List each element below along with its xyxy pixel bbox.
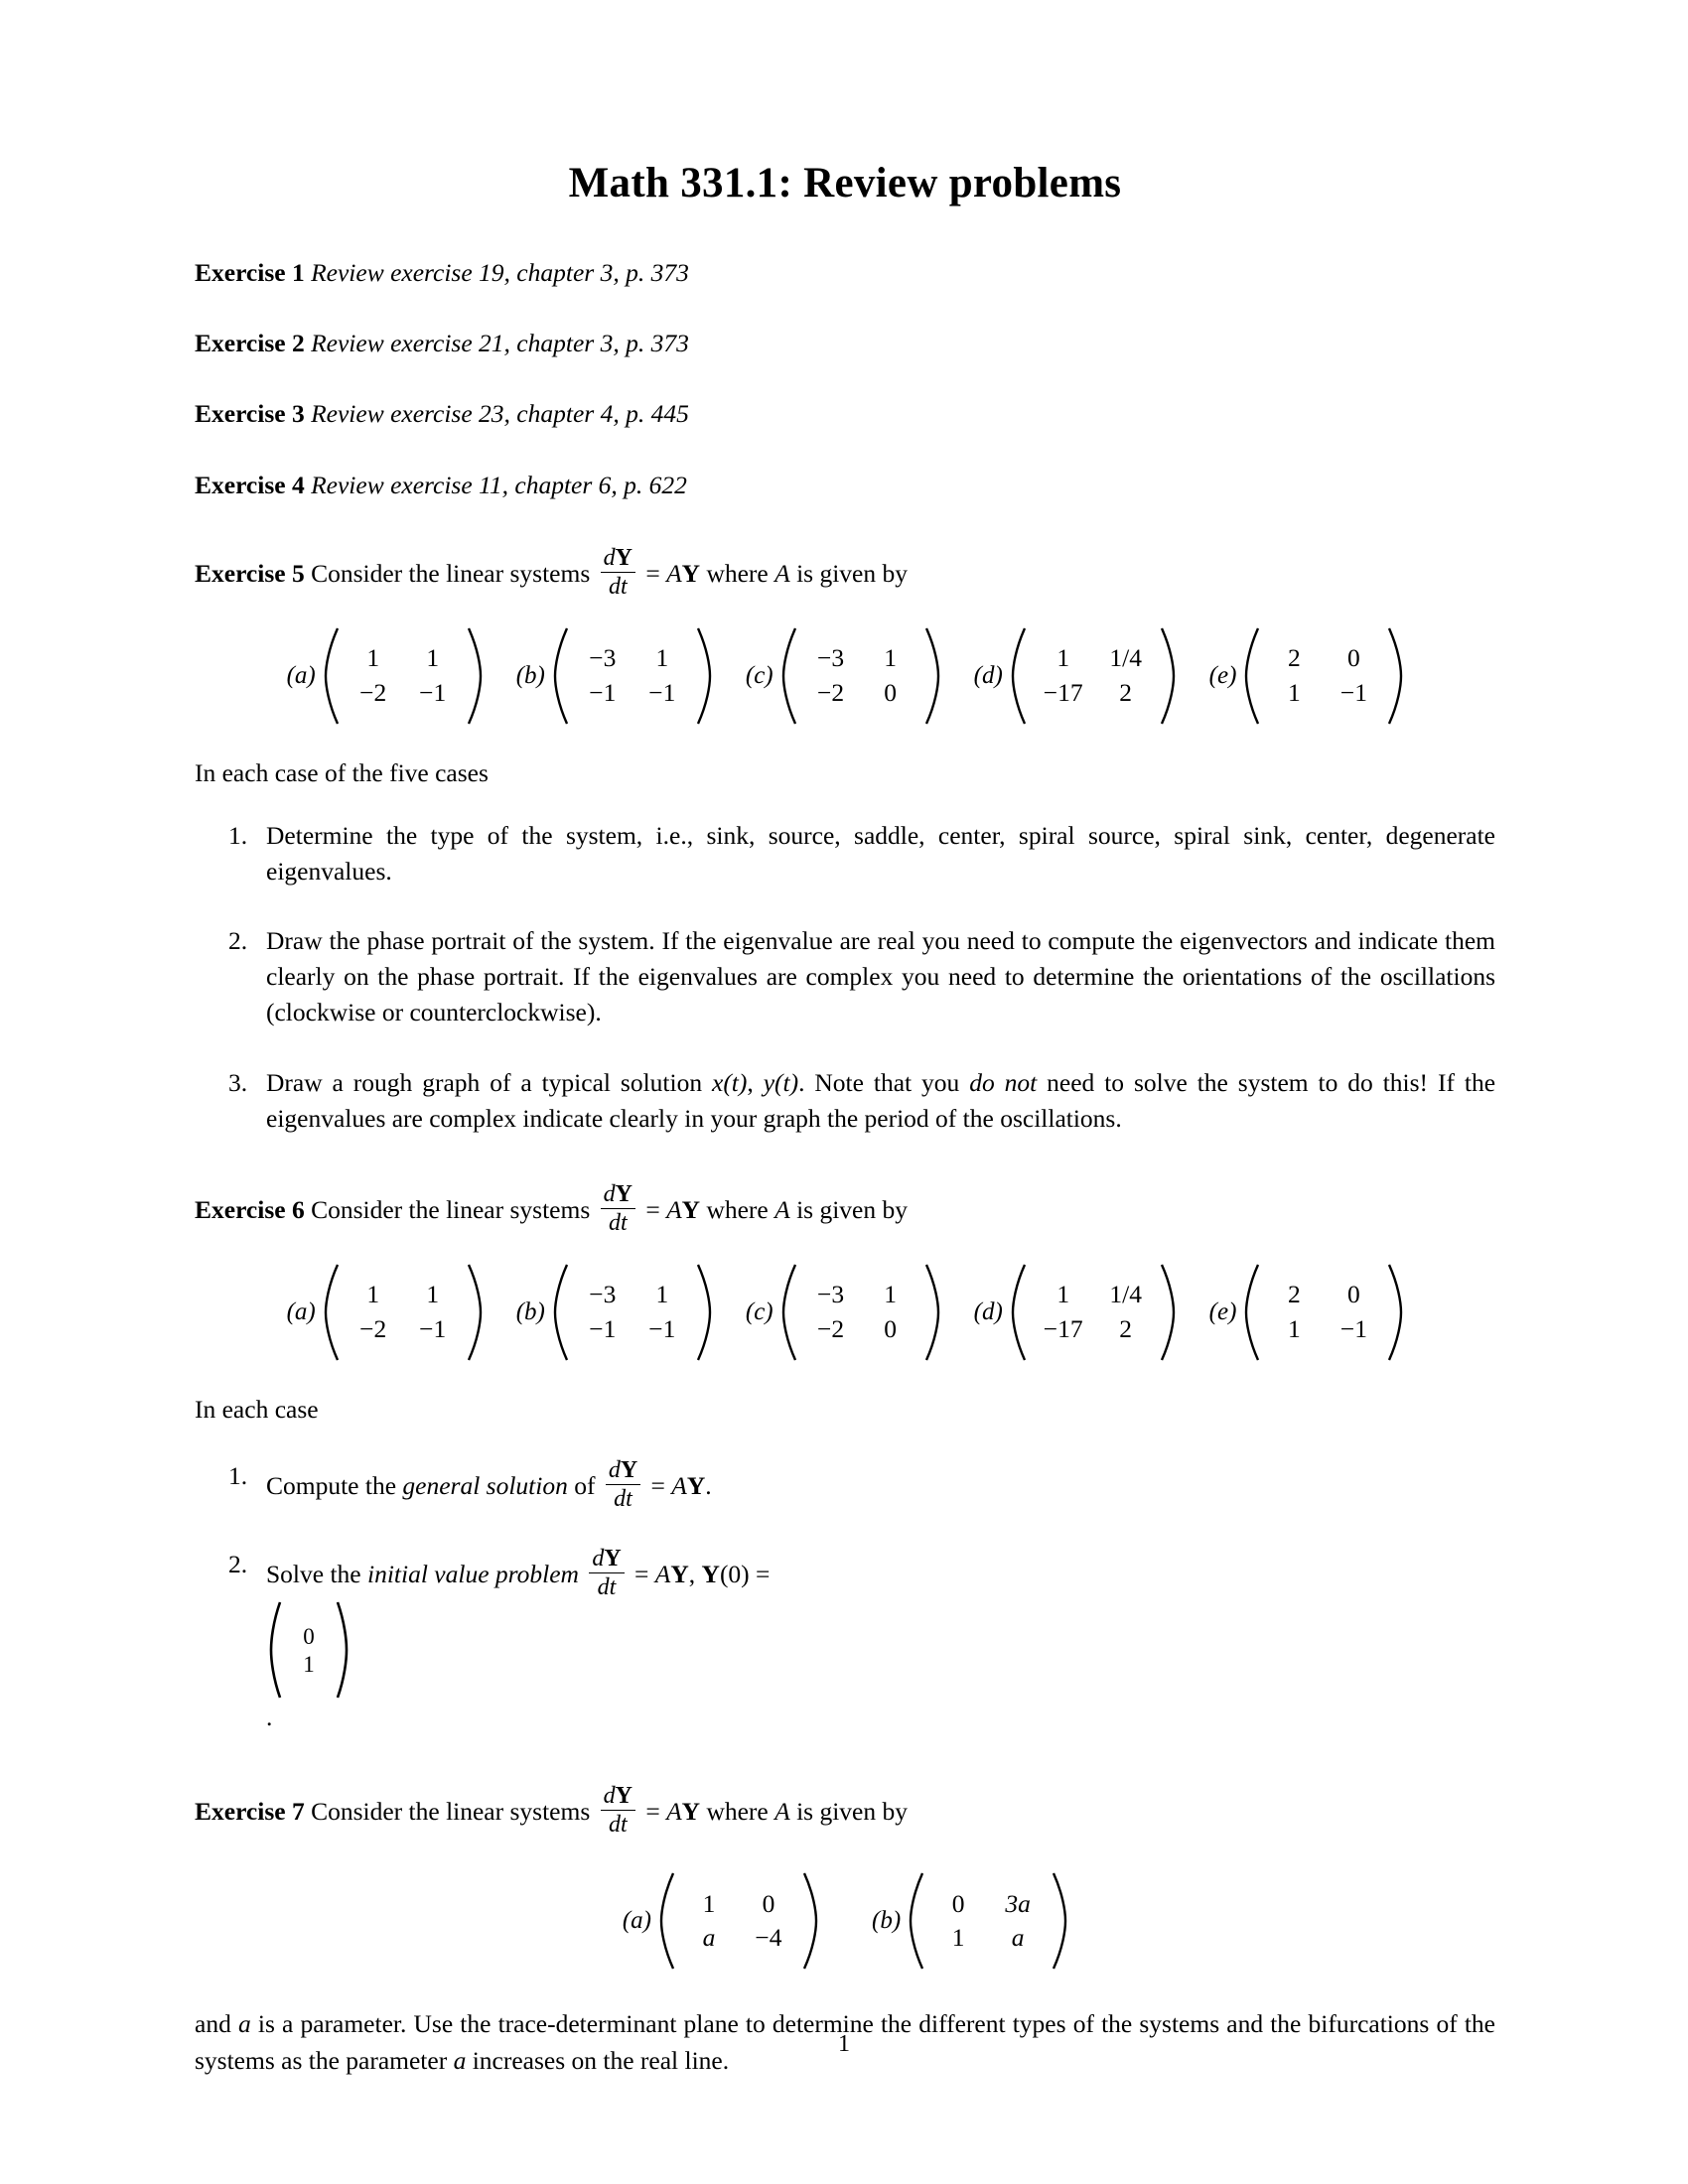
- matrix-cell: 1: [1288, 1313, 1301, 1343]
- exercise-5-equals: =: [645, 558, 660, 588]
- item2-before: Solve the: [266, 1559, 361, 1588]
- matrix-c: [746, 1263, 940, 1362]
- exercise-7-stem-after: where A is given by: [706, 1796, 908, 1826]
- item2-rhs: AY,: [654, 1559, 696, 1588]
- matrix-cell: −1: [589, 677, 617, 707]
- exercise-6-stem-before: Consider the linear systems: [311, 1194, 591, 1224]
- matrix-c-label: (c): [745, 661, 774, 689]
- matrix-e-label: (e): [1208, 661, 1237, 689]
- item1-frac-den: dt: [614, 1486, 633, 1513]
- matrix-c-grid: [804, 636, 917, 715]
- matrix-b-grid: [576, 636, 689, 715]
- matrix-b-label: (b): [872, 1907, 902, 1935]
- item3-part-b: . Note that you: [798, 1067, 960, 1097]
- page-title: Math 331.1: Review problems: [568, 160, 1122, 206]
- matrix-a: [287, 1263, 483, 1362]
- item1-before: Compute the: [266, 1470, 397, 1500]
- exercise-7-derivative-fraction: $\frac{dY}{dt}$: [601, 1784, 635, 1839]
- vector-cell: 1: [303, 1651, 315, 1677]
- matrix-cell: 2: [1119, 1313, 1133, 1343]
- item3-xt: x(t): [712, 1067, 748, 1097]
- closing-part2: is a parameter. Use the trace-determinant plane to determine the different types of the systems and the bifurcations of the systems as the parameter: [195, 2009, 1495, 2076]
- exercise-1-label: Exercise 1: [195, 258, 305, 287]
- matrix-e-label: (e): [1208, 1297, 1237, 1325]
- matrix-a: [287, 626, 483, 726]
- left-paren-icon: [324, 1263, 341, 1362]
- left-paren-icon: [1011, 1263, 1028, 1362]
- matrix-cell: 0: [1347, 643, 1360, 673]
- item2-derivative-fraction: $\frac{dY}{dt}$: [589, 1547, 624, 1601]
- matrix-cell: 1: [1288, 677, 1301, 707]
- exercise-6-rhs: AY: [666, 1194, 701, 1224]
- page-number: 1: [838, 2031, 850, 2057]
- matrix-b-grid: [931, 1882, 1045, 1961]
- matrix-cell: 2: [1119, 677, 1133, 707]
- matrix-cell: 1: [951, 1923, 965, 1953]
- right-paren-icon: [923, 626, 940, 726]
- matrix-cell: 1: [366, 643, 380, 673]
- matrix-cell: 0: [951, 1888, 965, 1918]
- matrix-cell: −3: [589, 643, 617, 673]
- item2-emphasis: initial value problem: [367, 1559, 579, 1588]
- matrix-e: [1209, 626, 1404, 726]
- exercise-2: [195, 326, 1495, 360]
- matrix-cell: −1: [589, 1313, 617, 1343]
- vector-cell: 0: [303, 1623, 315, 1649]
- right-paren-icon: [923, 1263, 940, 1362]
- item2-after: .: [266, 1703, 273, 1732]
- exercise-5-label: Exercise 5: [195, 558, 305, 588]
- exercise-3-label: Exercise 3: [195, 399, 305, 429]
- matrix-e-grid: [1267, 636, 1380, 715]
- matrix-cell: 1: [702, 1888, 716, 1918]
- exercise-3: [195, 396, 1495, 431]
- exercise-6-stem-after: where A is given by: [706, 1194, 908, 1224]
- right-paren-icon: [695, 626, 712, 726]
- exercise-5-stem-after: where A is given by: [706, 558, 908, 588]
- left-paren-icon: [909, 1871, 925, 1971]
- matrix-b: [516, 1263, 712, 1362]
- exercise-2-text: Review exercise 21, chapter 3, p. 373: [311, 329, 689, 358]
- matrix-b-grid: [576, 1273, 689, 1351]
- matrix-a-grid: [347, 636, 460, 715]
- matrix-cell: −1: [648, 677, 676, 707]
- exercise-6-frac-den: dt: [608, 1210, 628, 1237]
- list-item: Determine the type of the system, i.e., sink, source, saddle, center, spiral source, spiral sink, center, degenerate eigenvalues.: [266, 820, 1495, 886]
- item1-derivative-fraction: $\frac{dY}{dt}$: [606, 1458, 640, 1513]
- matrix-cell: −1: [419, 1313, 447, 1343]
- matrix-a: [623, 1871, 818, 1971]
- matrix-cell: 1: [1056, 1280, 1070, 1309]
- exercise-7-stem: [195, 1784, 1495, 1839]
- matrix-cell: −3: [817, 643, 845, 673]
- matrix-cell: −2: [359, 677, 387, 707]
- exercise-7-label: Exercise 7: [195, 1796, 305, 1826]
- matrix-cell: −4: [755, 1923, 782, 1953]
- left-paren-icon: [781, 1263, 798, 1362]
- exercise-1-text: Review exercise 19, chapter 3, p. 373: [311, 258, 689, 287]
- item3-part-c: need to solve the system to do this! If the eigenvalues are complex indicate clearly in your graph the period of the oscillations.: [266, 1067, 1496, 1133]
- matrix-d-grid: [1034, 1273, 1153, 1351]
- exercise-6-label: Exercise 6: [195, 1194, 305, 1224]
- exercise-1: [195, 255, 1495, 290]
- right-paren-icon: [801, 1871, 818, 1971]
- matrix-c-grid: [804, 1273, 917, 1351]
- closing-param-a-2: a: [453, 2046, 467, 2076]
- matrix-b-label: (b): [515, 661, 545, 689]
- exercise-5-derivative-fraction: $\frac{dY}{dt}$: [601, 546, 635, 601]
- matrix-cell: 2: [1288, 1280, 1301, 1309]
- item3-yt: y(t): [763, 1067, 799, 1097]
- matrix-a-label: (a): [286, 1297, 316, 1325]
- matrix-cell: 1: [366, 1280, 380, 1309]
- item2-equals: =: [634, 1559, 649, 1588]
- item2-initial-label: Y(0) =: [701, 1559, 771, 1588]
- matrix-cell: −17: [1043, 1313, 1083, 1343]
- closing-part3: increases on the real line.: [472, 2046, 730, 2076]
- exercise-5-intro: In each case of the five cases: [195, 757, 489, 787]
- document-content: [195, 159, 1495, 2090]
- item3-comma: ,: [747, 1067, 754, 1097]
- list-item: [195, 1065, 1495, 1137]
- right-paren-icon: [695, 1263, 712, 1362]
- matrix-cell: −17: [1043, 677, 1083, 707]
- list-item: Draw the phase portrait of the system. If the eigenvalue are real you need to compute the eigenvectors and indicate them clearly on the phase portrait. If the eigenvalues are complex you need to determine the orientations of the oscillations (clockwise or counterclockwise).: [266, 925, 1495, 1027]
- matrix-cell: 1: [655, 1280, 669, 1309]
- matrix-cell: −1: [1339, 1313, 1367, 1343]
- right-paren-icon: [466, 626, 483, 726]
- matrix-cell: a: [1011, 1923, 1025, 1953]
- item1-emphasis: general solution: [402, 1470, 568, 1500]
- matrix-cell: 2: [1288, 643, 1301, 673]
- matrix-cell: −2: [817, 1313, 845, 1343]
- item3-emphasis: do not: [969, 1067, 1038, 1097]
- exercise-6-items: [195, 1458, 1495, 1736]
- exercise-5-rhs: AY: [666, 558, 701, 588]
- matrix-a-grid: [347, 1273, 460, 1351]
- left-paren-icon: [781, 626, 798, 726]
- right-paren-icon: [1386, 1263, 1403, 1362]
- matrix-b-label: (b): [515, 1297, 545, 1325]
- item1-after: .: [705, 1470, 712, 1500]
- left-paren-icon: [553, 1263, 570, 1362]
- exercise-5-items: [195, 818, 1495, 1137]
- exercise-4-label: Exercise 4: [195, 470, 305, 499]
- matrix-cell: 0: [884, 1313, 897, 1343]
- matrix-cell: 1: [426, 643, 440, 673]
- exercise-4: [195, 468, 1495, 502]
- item1-middle: of: [574, 1470, 596, 1500]
- exercise-7-rhs: AY: [666, 1796, 701, 1826]
- exercise-6-matrix-row: [195, 1263, 1495, 1362]
- exercise-6-equals: =: [645, 1194, 660, 1224]
- left-paren-icon: [269, 1600, 282, 1700]
- exercise-5-stem: [195, 546, 1495, 601]
- matrix-d-label: (d): [973, 661, 1003, 689]
- right-paren-icon: [466, 1263, 483, 1362]
- matrix-cell: 1: [884, 643, 897, 673]
- left-paren-icon: [324, 626, 341, 726]
- exercise-7-matrix-row: [195, 1871, 1495, 1971]
- item1-equals: =: [650, 1470, 665, 1500]
- exercise-7-equals: =: [645, 1796, 660, 1826]
- matrix-cell: 3a: [1005, 1888, 1031, 1918]
- matrix-a-label: (a): [622, 1907, 651, 1935]
- left-paren-icon: [659, 1871, 676, 1971]
- exercise-3-text: Review exercise 23, chapter 4, p. 445: [311, 399, 689, 429]
- matrix-cell: −1: [1339, 677, 1367, 707]
- matrix-a-grid: [682, 1882, 795, 1961]
- matrix-c-label: (c): [745, 1297, 774, 1325]
- matrix-cell: −3: [817, 1280, 845, 1309]
- closing-part1: and: [195, 2009, 231, 2039]
- exercise-7-stem-before: Consider the linear systems: [311, 1796, 591, 1826]
- matrix-cell: 1: [655, 643, 669, 673]
- exercise-7-frac-den: dt: [608, 1811, 628, 1838]
- matrix-cell: −2: [817, 677, 845, 707]
- exercise-5-stem-before: Consider the linear systems: [311, 558, 591, 588]
- matrix-cell: −1: [648, 1313, 676, 1343]
- matrix-d-label: (d): [973, 1297, 1003, 1325]
- left-paren-icon: [553, 626, 570, 726]
- exercise-6-intro: In each case: [195, 1394, 319, 1424]
- matrix-cell: −3: [589, 1280, 617, 1309]
- item2-frac-den: dt: [597, 1573, 617, 1600]
- right-paren-icon: [336, 1600, 349, 1700]
- matrix-d: [974, 626, 1176, 726]
- left-paren-icon: [1244, 626, 1261, 726]
- matrix-cell: 1: [1056, 643, 1070, 673]
- right-paren-icon: [1159, 626, 1176, 726]
- matrix-e-grid: [1267, 1273, 1380, 1351]
- matrix-b: [872, 1871, 1067, 1971]
- matrix-cell: 1: [884, 1280, 897, 1309]
- matrix-cell: 1/4: [1109, 643, 1142, 673]
- exercise-2-label: Exercise 2: [195, 329, 305, 358]
- matrix-cell: 0: [1347, 1280, 1360, 1309]
- matrix-cell: a: [702, 1923, 716, 1953]
- initial-condition-vector: [269, 1600, 1492, 1700]
- matrix-cell: −2: [359, 1313, 387, 1343]
- exercise-6-stem: [195, 1182, 1495, 1237]
- exercise-5-frac-den: dt: [608, 574, 628, 601]
- matrix-c: [746, 626, 940, 726]
- right-paren-icon: [1386, 626, 1403, 726]
- right-paren-icon: [1159, 1263, 1176, 1362]
- exercise-5-matrix-row: [195, 626, 1495, 726]
- list-item: [195, 1547, 1495, 1736]
- list-item: [195, 1458, 1495, 1513]
- exercise-6-derivative-fraction: $\frac{dY}{dt}$: [601, 1182, 635, 1237]
- right-paren-icon: [1051, 1871, 1067, 1971]
- matrix-cell: −1: [419, 677, 447, 707]
- closing-param-a: a: [237, 2009, 251, 2039]
- left-paren-icon: [1244, 1263, 1261, 1362]
- left-paren-icon: [1011, 626, 1028, 726]
- item3-part-a: Draw a rough graph of a typical solution: [266, 1067, 703, 1097]
- matrix-d: [974, 1263, 1176, 1362]
- matrix-a-label: (a): [286, 661, 316, 689]
- exercise-4-text: Review exercise 11, chapter 6, p. 622: [311, 470, 687, 499]
- matrix-cell: 1/4: [1109, 1280, 1142, 1309]
- matrix-d-grid: [1034, 636, 1153, 715]
- matrix-e: [1209, 1263, 1404, 1362]
- matrix-b: [516, 626, 712, 726]
- matrix-cell: 0: [762, 1888, 775, 1918]
- item1-rhs: AY: [671, 1470, 706, 1500]
- matrix-cell: 0: [884, 677, 897, 707]
- matrix-cell: 1: [426, 1280, 440, 1309]
